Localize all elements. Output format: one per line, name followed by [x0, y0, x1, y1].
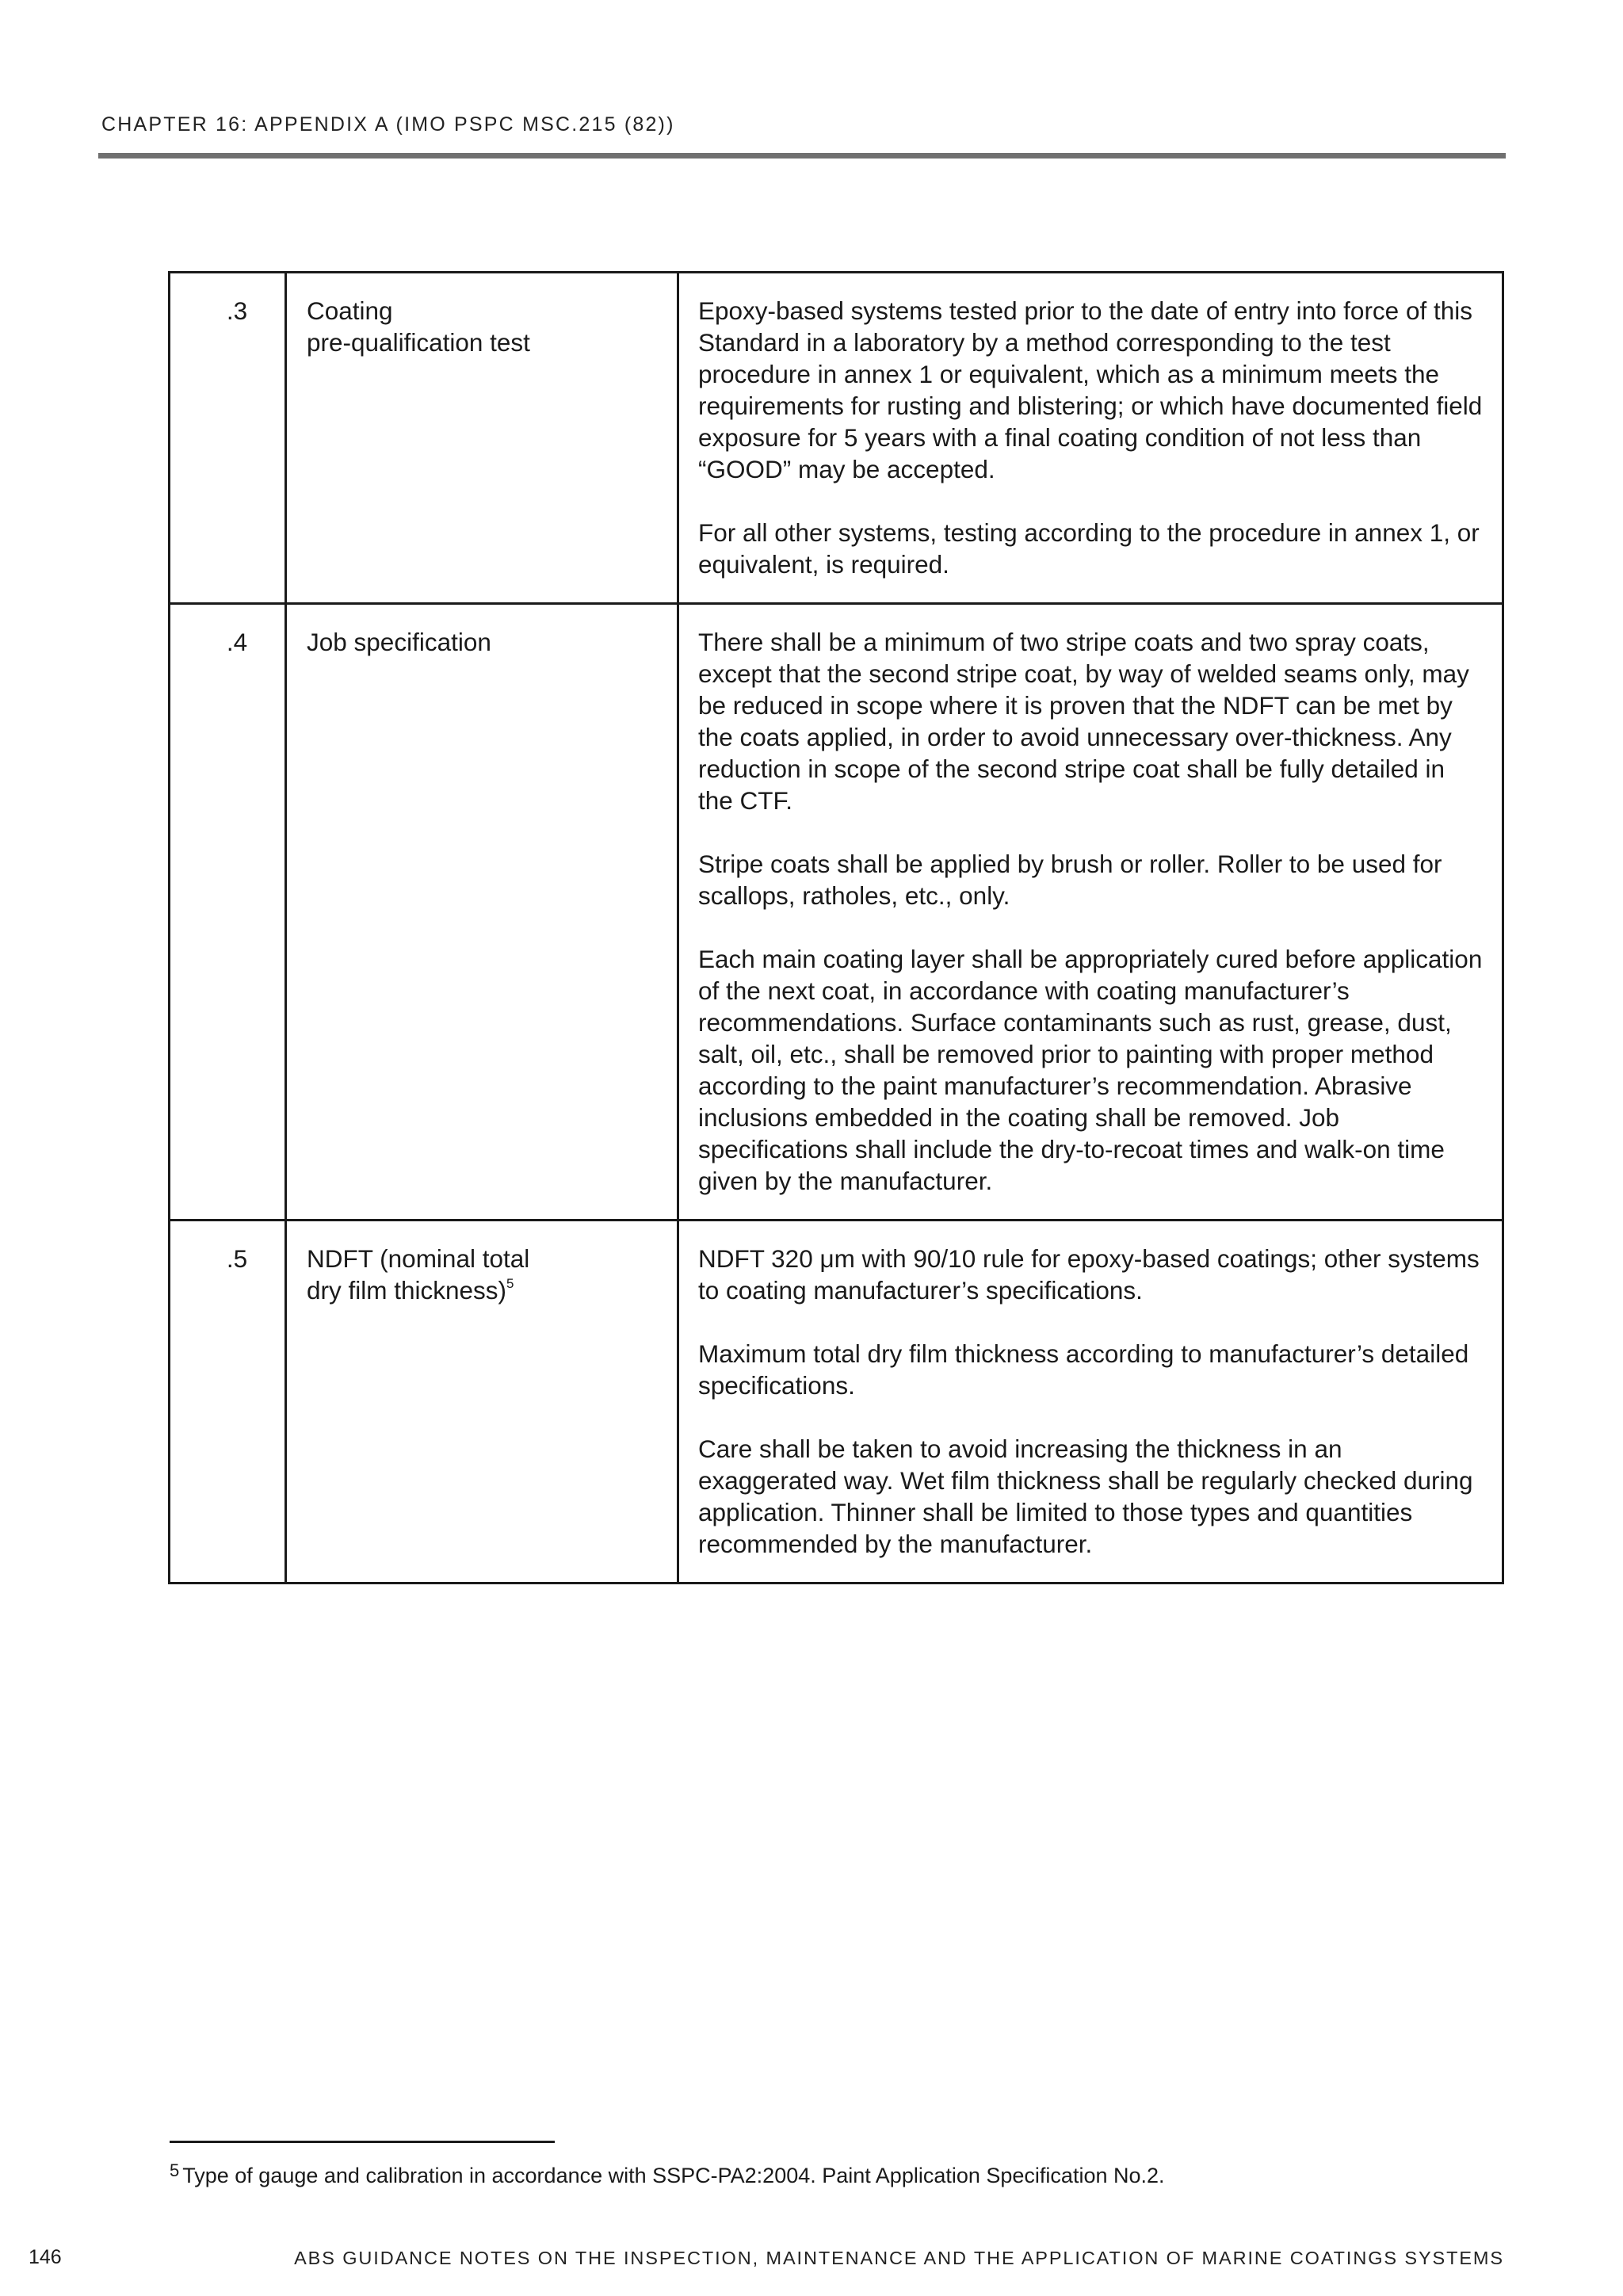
requirements-table	[168, 271, 1504, 1584]
table-row	[170, 1221, 1503, 1584]
requirement-paragraph: There shall be a minimum of two stripe coats and two spray coats, except that the second stripe coat, by way of welded seams only, may be reduced in scope where it is proven that the NDFT can be met by the coats applied, in order to avoid unnecessary over-thickness. Any reduction in scope of the second stripe coat shall be fully detailed in the CTF.	[698, 628, 1469, 815]
requirement-paragraph: Epoxy-based systems tested prior to the date of entry into force of this Standard in a laboratory by a method corresponding to the test procedure in annex 1 or equivalent, which as a minimum meets the requirements for rusting and blistering; or which have documented field exposure for 5 years with a final coating condition of not less than “GOOD” may be accepted.	[698, 296, 1483, 483]
clause-topic-text: NDFT (nominal total dry film thickness)	[307, 1244, 530, 1305]
page-number: 146	[29, 2246, 62, 2268]
running-head: CHAPTER 16: APPENDIX A (IMO PSPC MSC.215 (82))	[101, 113, 675, 136]
clause-requirement	[678, 273, 1503, 604]
clause-topic-text: Job specification	[307, 628, 491, 656]
clause-number: .4	[170, 604, 286, 1221]
requirement-paragraph: Care shall be taken to avoid increasing the thickness in an exaggerated way. Wet film thickness shall be regularly checked during application. Thinner shall be limited to those types and quantities recommended by the manufacturer.	[698, 1435, 1473, 1558]
clause-number: .5	[170, 1221, 286, 1584]
clause-requirement	[678, 1221, 1503, 1584]
footnote-marker: 5	[170, 2160, 180, 2180]
requirement-paragraph: Maximum total dry film thickness according to manufacturer’s detailed specifications.	[698, 1339, 1469, 1400]
requirement-paragraph: For all other systems, testing according to the procedure in annex 1, or equivalent, is required.	[698, 518, 1480, 579]
footnote-rule	[170, 2141, 555, 2143]
requirement-paragraph: NDFT 320 μm with 90/10 rule for epoxy-based coatings; other systems to coating manufacturer’s specifications.	[698, 1244, 1480, 1305]
clause-number: .3	[170, 273, 286, 604]
clause-topic	[286, 1221, 678, 1584]
table-row	[170, 604, 1503, 1221]
footnote-reference[interactable]: 5	[506, 1276, 514, 1291]
clause-topic-text: Coating pre-qualification test	[307, 296, 530, 357]
header-rule	[98, 153, 1506, 159]
clause-topic	[286, 273, 678, 604]
footnote	[170, 2157, 1165, 2189]
clause-requirement	[678, 604, 1503, 1221]
requirement-paragraph: Each main coating layer shall be appropriately cured before application of the next coat, in accordance with coating manufacturer’s recommendations. Surface contaminants such as rust, grease, dust, salt, oil, etc., shall be removed prior to painting with proper method according to the paint manufacturer’s recommendation. Abrasive inclusions embedded in the coating shall be removed. Job specifications shall include the dry-to-recoat times and walk-on time given by the manufacturer.	[698, 945, 1483, 1195]
table-row	[170, 273, 1503, 604]
requirement-paragraph: Stripe coats shall be applied by brush or roller. Roller to be used for scallops, ratholes, etc., only.	[698, 850, 1442, 910]
clause-topic	[286, 604, 678, 1221]
running-foot: ABS GUIDANCE NOTES ON THE INSPECTION, MAINTENANCE AND THE APPLICATION OF MARINE COATINGS SYSTEMS	[294, 2248, 1504, 2268]
footnote-text: Type of gauge and calibration in accordance with SSPC-PA2:2004. Paint Application Specification No.2.	[182, 2164, 1165, 2187]
